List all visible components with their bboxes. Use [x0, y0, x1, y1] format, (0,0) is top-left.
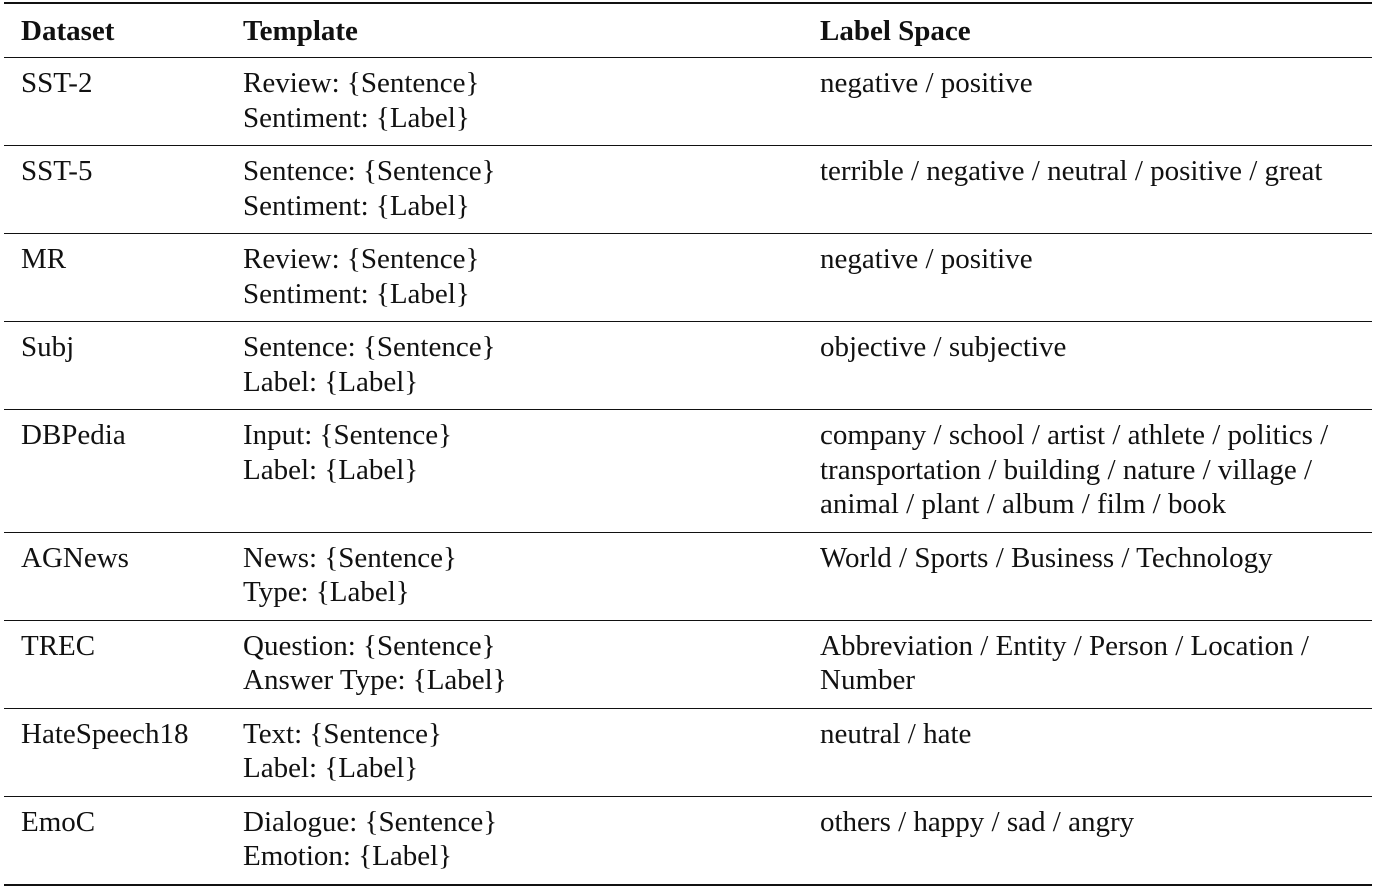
template-label-line: Sentiment: {Label} — [243, 189, 470, 222]
template-label-line: Emotion: {Label} — [243, 840, 453, 872]
table-container — [4, 2, 1372, 886]
header-label-space: Label Space — [820, 15, 971, 47]
table-header — [4, 3, 1372, 58]
template-cell — [226, 234, 803, 322]
template-label-line: Label: {Label} — [243, 752, 419, 784]
dataset-template-table — [4, 2, 1372, 886]
dataset-cell: AGNews — [21, 541, 129, 574]
label-space-line: negative / positive — [820, 67, 1033, 99]
template-sentence-line: Input: {Sentence} — [243, 419, 453, 451]
template-sentence-line: Dialogue: {Sentence} — [243, 805, 498, 838]
header-template: Template — [243, 15, 358, 47]
dataset-cell: MR — [21, 243, 67, 275]
label-space-line: neutral / hate — [820, 717, 972, 750]
template-label-line: Type: {Label} — [243, 576, 410, 608]
label-space-line: Number — [820, 664, 916, 696]
template-cell — [226, 620, 803, 708]
label-space-line: others / happy / sad / angry — [820, 805, 1135, 838]
template-sentence-line: Review: {Sentence} — [243, 243, 480, 275]
label-space-cell — [803, 322, 1372, 410]
dataset-cell: TREC — [21, 629, 96, 662]
label-space-line: transportation / building / nature / village / — [820, 453, 1313, 486]
label-space-line: animal / plant / album / film / book — [820, 488, 1226, 520]
template-sentence-line: Sentence: {Sentence} — [243, 331, 496, 363]
template-cell — [226, 796, 803, 885]
template-sentence-line: Review: {Sentence} — [243, 67, 480, 99]
label-space-line: negative / positive — [820, 243, 1033, 275]
table-row — [4, 620, 1372, 708]
label-space-cell — [803, 620, 1372, 708]
label-space-cell — [803, 146, 1372, 234]
template-label-line: Label: {Label} — [243, 365, 419, 398]
dataset-cell: HateSpeech18 — [21, 717, 189, 750]
template-sentence-line: News: {Sentence} — [243, 541, 457, 574]
table-body — [4, 58, 1372, 885]
template-sentence-line: Text: {Sentence} — [243, 717, 442, 750]
table-row — [4, 410, 1372, 533]
label-space-cell — [803, 58, 1372, 146]
template-label-line: Sentiment: {Label} — [243, 101, 470, 134]
template-cell — [226, 708, 803, 796]
template-cell — [226, 146, 803, 234]
table-row — [4, 234, 1372, 322]
template-cell — [226, 322, 803, 410]
template-label-line: Answer Type: {Label} — [243, 664, 507, 696]
label-space-line: objective / subjective — [820, 331, 1067, 363]
template-sentence-line: Sentence: {Sentence} — [243, 155, 496, 187]
header-row — [4, 3, 1372, 58]
table-row — [4, 322, 1372, 410]
table-row — [4, 146, 1372, 234]
template-cell — [226, 58, 803, 146]
label-space-line: terrible / negative / neutral / positive / great — [820, 155, 1323, 187]
table-row — [4, 58, 1372, 146]
table-row — [4, 708, 1372, 796]
dataset-cell: DBPedia — [21, 419, 126, 451]
dataset-cell: SST-5 — [21, 155, 93, 187]
dataset-cell: SST-2 — [21, 67, 93, 99]
label-space-cell — [803, 234, 1372, 322]
label-space-line: Abbreviation / Entity / Person / Location / — [820, 629, 1309, 662]
label-space-cell — [803, 796, 1372, 885]
label-space-line: company / school / artist / athlete / politics / — [820, 419, 1329, 451]
dataset-cell: EmoC — [21, 805, 96, 838]
label-space-cell — [803, 708, 1372, 796]
template-sentence-line: Question: {Sentence} — [243, 629, 496, 662]
table-row — [4, 532, 1372, 620]
template-label-line: Label: {Label} — [243, 453, 419, 486]
label-space-cell — [803, 410, 1372, 533]
template-cell — [226, 410, 803, 533]
template-label-line: Sentiment: {Label} — [243, 277, 470, 310]
template-cell — [226, 532, 803, 620]
dataset-cell: Subj — [21, 331, 75, 363]
label-space-line: World / Sports / Business / Technology — [820, 541, 1273, 574]
header-dataset: Dataset — [21, 15, 115, 47]
table-row — [4, 796, 1372, 885]
label-space-cell — [803, 532, 1372, 620]
